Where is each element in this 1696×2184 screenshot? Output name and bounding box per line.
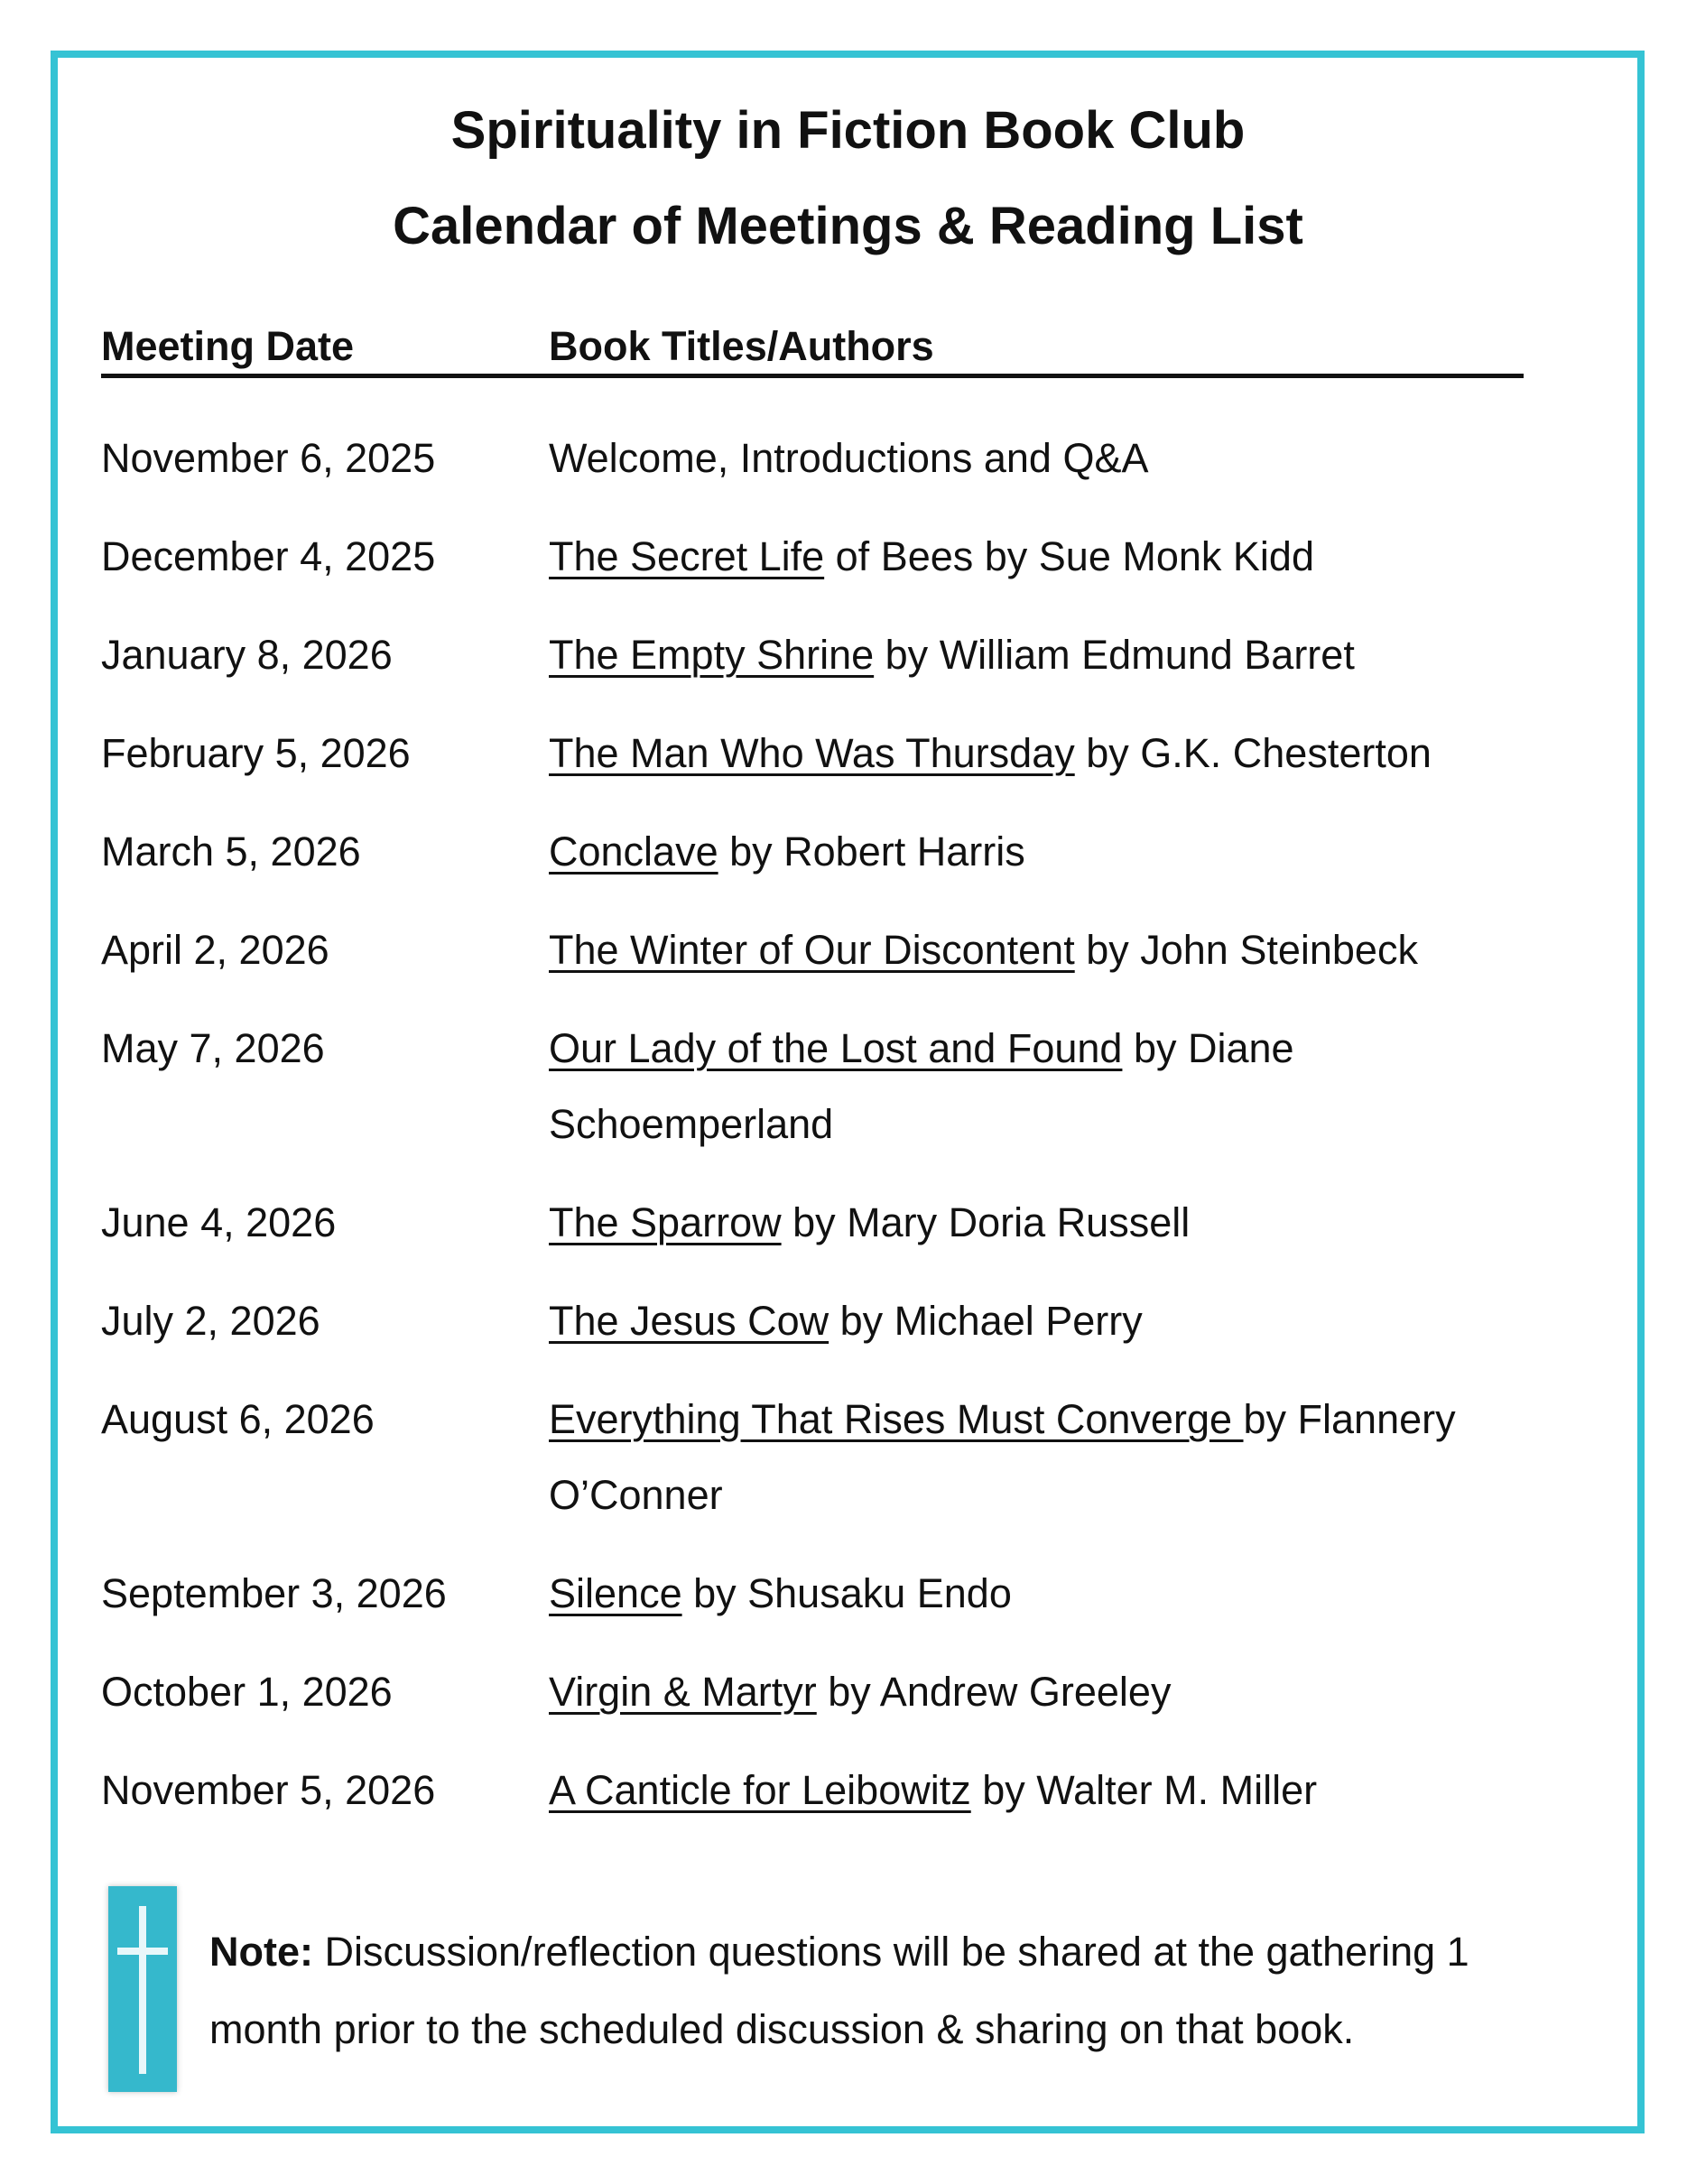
meeting-date: September 3, 2026	[101, 1570, 447, 1616]
meetings-list	[101, 421, 1563, 1851]
book-entry	[549, 1382, 1563, 1533]
meeting-date: August 6, 2026	[101, 1396, 375, 1442]
page-title: Spirituality in Fiction Book Club	[450, 101, 1246, 160]
book-entry	[549, 716, 1563, 791]
note-paragraph	[209, 1913, 1581, 2068]
meeting-row	[101, 716, 1563, 791]
book-entry	[549, 912, 1563, 988]
meeting-date: December 4, 2025	[101, 533, 436, 579]
book-author: by Walter M. Miller	[970, 1767, 1318, 1813]
meeting-row	[101, 617, 1563, 693]
book-author: by G.K. Chesterton	[1074, 730, 1432, 776]
meeting-date: March 5, 2026	[101, 828, 361, 875]
book-title: Our Lady of the Lost and Found	[549, 1025, 1123, 1071]
book-title: The Man Who Was Thursday	[549, 730, 1075, 776]
book-title: The Winter of Our Discontent	[549, 927, 1075, 973]
book-entry	[549, 1283, 1563, 1359]
book-author: by Michael Perry	[829, 1298, 1143, 1344]
meeting-date: May 7, 2026	[101, 1025, 325, 1071]
book-entry	[549, 1185, 1563, 1261]
meeting-date: October 1, 2026	[101, 1669, 393, 1715]
book-entry	[549, 814, 1563, 890]
meeting-row	[101, 1185, 1563, 1261]
book-author: by Mary Doria Russell	[781, 1199, 1191, 1245]
meeting-date: November 5, 2026	[101, 1767, 436, 1813]
book-author: by John Steinbeck	[1074, 927, 1418, 973]
book-title: The Empty Shrine	[549, 632, 875, 678]
book-author: by Robert Harris	[718, 828, 1025, 875]
table-header	[101, 323, 1524, 378]
meeting-date: July 2, 2026	[101, 1298, 320, 1344]
book-author: by Diane Schoemperland	[549, 1025, 1294, 1147]
book-title: The Secret Life	[549, 533, 825, 579]
meeting-row	[101, 1556, 1563, 1632]
book-title: The Sparrow	[549, 1199, 782, 1245]
book-entry	[549, 1556, 1563, 1632]
book-title: A Canticle for Leibowitz	[549, 1767, 971, 1813]
cross-icon	[108, 1886, 177, 2092]
meeting-row	[101, 814, 1563, 890]
book-title: Silence	[549, 1570, 682, 1616]
book-author: of Bees by Sue Monk Kidd	[824, 533, 1314, 579]
meeting-row	[101, 912, 1563, 988]
book-entry	[549, 1654, 1563, 1730]
note-text: Discussion/reflection questions will be shared at the gathering 1 month prior to the scheduled discussion & sharing on that book.	[209, 1929, 1469, 2052]
book-entry	[549, 617, 1563, 693]
header-meeting-date: Meeting Date	[101, 323, 355, 369]
book-title: The Jesus Cow	[549, 1298, 829, 1344]
book-author: by William Edmund Barret	[874, 632, 1355, 678]
book-title: Conclave	[549, 828, 718, 875]
page-subtitle: Calendar of Meetings & Reading List	[393, 197, 1303, 255]
book-author: by Shusaku Endo	[681, 1570, 1012, 1616]
book-author: Welcome, Introductions and Q&A	[549, 435, 1149, 481]
book-entry	[549, 1011, 1563, 1162]
meeting-row	[101, 1382, 1563, 1533]
meeting-row	[101, 421, 1563, 496]
header-book-titles: Book Titles/Authors	[549, 323, 934, 369]
book-entry	[549, 421, 1563, 496]
meeting-row	[101, 519, 1563, 595]
meeting-row	[101, 1753, 1563, 1828]
book-entry	[549, 1753, 1563, 1828]
book-title: Everything That Rises Must Converge	[549, 1396, 1244, 1442]
book-author: by Flannery O’Conner	[549, 1396, 1456, 1518]
book-entry	[549, 519, 1563, 595]
book-author: by Andrew Greeley	[816, 1669, 1172, 1715]
meeting-date: June 4, 2026	[101, 1199, 337, 1245]
meeting-date: January 8, 2026	[101, 632, 393, 678]
note-label: Note:	[209, 1929, 313, 1975]
book-title: Virgin & Martyr	[549, 1669, 817, 1715]
meeting-row	[101, 1011, 1563, 1162]
meeting-date: February 5, 2026	[101, 730, 411, 776]
meeting-row	[101, 1654, 1563, 1730]
meeting-row	[101, 1283, 1563, 1359]
meeting-date: April 2, 2026	[101, 927, 329, 973]
meeting-date: November 6, 2025	[101, 435, 436, 481]
